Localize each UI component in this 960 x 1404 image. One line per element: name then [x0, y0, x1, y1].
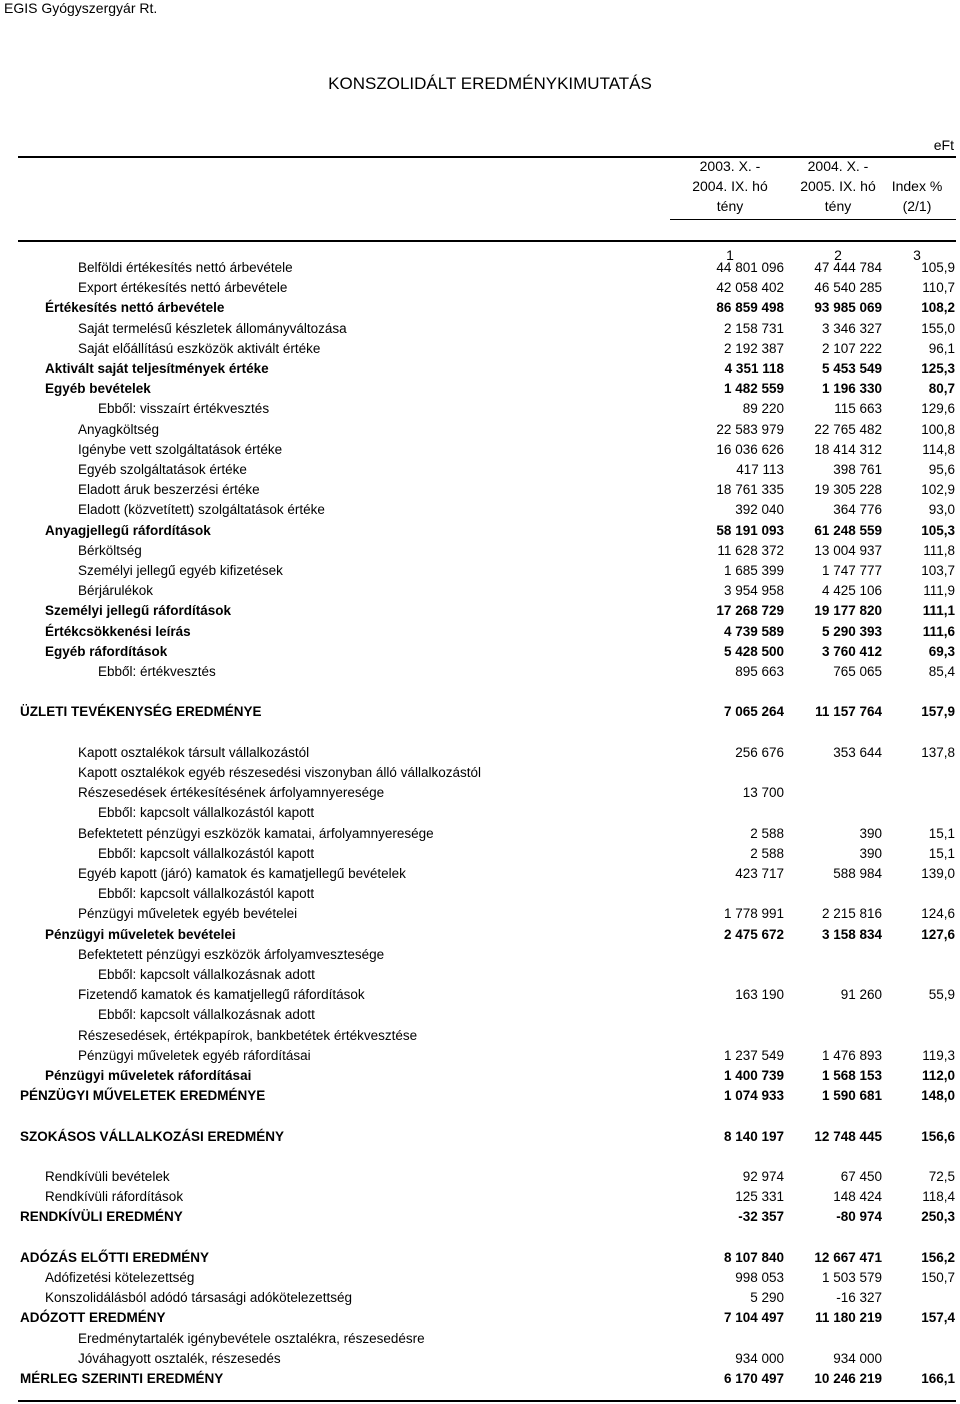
- row-label: Ebből: visszaírt értékvesztés: [98, 401, 270, 417]
- table-row: [0, 1349, 960, 1369]
- row-label: Saját termelésű készletek állományváltozása: [78, 320, 347, 336]
- row-value-3: 55,9: [928, 987, 955, 1003]
- table-row: [0, 399, 960, 419]
- row-value-1: 2 588: [750, 825, 784, 841]
- row-value-2: 3 158 834: [821, 926, 882, 942]
- table-row: [0, 319, 960, 339]
- row-value-2: 46 540 285: [814, 280, 882, 296]
- row-value-2: 1 747 777: [821, 563, 882, 578]
- row-label: Bérjárulékok: [78, 583, 154, 599]
- row-value-1: 163 190: [735, 987, 784, 1003]
- row-label: Bérköltség: [78, 542, 142, 558]
- column-1-period-end: 2004. IX. hó: [692, 178, 768, 194]
- column-header-3: [862, 156, 960, 216]
- row-label: Egyéb bevételek: [45, 381, 151, 397]
- table-row: [0, 1005, 960, 1025]
- table-row: [0, 420, 960, 440]
- row-label: Ebből: kapcsolt vállalkozástól kapott: [98, 805, 315, 821]
- row-label: Eredménytartalék igénybevétele osztalékra, részesedésre: [78, 1330, 425, 1346]
- table-row: [0, 1127, 960, 1147]
- row-value-2: 5 453 549: [821, 361, 882, 376]
- row-value-2: 18 414 312: [814, 441, 882, 457]
- table-row: [0, 763, 960, 783]
- row-value-3: 129,6: [921, 401, 955, 417]
- row-value-2: 364 776: [833, 502, 882, 518]
- table-row: [0, 1066, 960, 1086]
- row-value-1: 86 859 498: [716, 300, 784, 316]
- column-number-1: 1: [726, 247, 734, 263]
- row-value-1: 8 107 840: [723, 1249, 784, 1265]
- table-row: [0, 339, 960, 359]
- column-number-3: 3: [913, 247, 921, 263]
- column-2-type: tény: [824, 198, 852, 214]
- row-value-3: 80,7: [928, 381, 955, 397]
- row-value-3: 93,0: [928, 502, 955, 518]
- table-row: [0, 1046, 960, 1066]
- row-label: Igénybe vett szolgáltatások értéke: [78, 441, 283, 457]
- row-value-1: 8 140 197: [723, 1128, 784, 1144]
- row-value-1: 1 778 991: [723, 906, 784, 922]
- row-value-1: 1 237 549: [723, 1047, 784, 1063]
- table-row: [0, 561, 960, 581]
- row-value-3: 72,5: [928, 1169, 955, 1184]
- row-label: Saját előállítású eszközök aktivált értéke: [78, 340, 321, 356]
- row-value-2: 1 476 893: [821, 1047, 882, 1063]
- row-value-2: 3 760 412: [821, 643, 882, 659]
- table-row: [0, 864, 960, 884]
- row-value-2: 1 568 153: [821, 1068, 882, 1083]
- table-row: [0, 601, 960, 621]
- column-number-2: 2: [834, 247, 842, 263]
- row-value-2: 765 065: [833, 664, 882, 679]
- row-value-1: 895 663: [735, 664, 784, 679]
- row-value-1: 1 685 399: [723, 563, 784, 578]
- report-title: KONSZOLIDÁLT EREDMÉNYKIMUTATÁS: [328, 74, 652, 93]
- table-row: [0, 965, 960, 985]
- row-label: Részesedések, értékpapírok, bankbetétek értékvesztése: [78, 1027, 418, 1043]
- row-value-3: 119,3: [922, 1047, 955, 1063]
- row-value-1: 998 053: [735, 1270, 784, 1285]
- row-value-3: 114,8: [922, 441, 955, 457]
- row-label: ÜZLETI TEVÉKENYSÉG EREDMÉNYE: [20, 704, 262, 720]
- row-label: Jóváhagyott osztalék, részesedés: [78, 1350, 281, 1366]
- row-label: Egyéb ráfordítások: [45, 643, 168, 659]
- table-row: [0, 541, 960, 561]
- row-value-3: 157,9: [921, 704, 955, 720]
- row-value-1: 7 104 497: [723, 1310, 784, 1326]
- row-value-3: 166,1: [921, 1371, 955, 1386]
- row-value-3: 96,1: [928, 340, 955, 356]
- row-label: Kapott osztalékok társult vállalkozástól: [78, 744, 310, 760]
- row-label: Konszolidálásból adódó társasági adókötelezettség: [45, 1290, 352, 1306]
- row-label: Rendkívüli ráfordítások: [45, 1189, 184, 1205]
- column-1-period-start: 2003. X. -: [699, 158, 761, 174]
- row-value-3: 15,1: [928, 825, 955, 841]
- row-value-2: 22 765 482: [814, 421, 882, 437]
- row-label: Befektetett pénzügyi eszközök kamatai, árfolyamnyeresége: [78, 825, 434, 841]
- row-label: Anyagjellegű ráfordítások: [45, 522, 211, 538]
- row-value-3: 150,7: [921, 1270, 955, 1285]
- row-label: Aktivált saját teljesítmények értéke: [45, 361, 269, 376]
- row-label: Ebből: kapcsolt vállalkozásnak adott: [98, 967, 315, 982]
- table-row: [0, 702, 960, 722]
- row-value-1: 2 192 387: [723, 340, 784, 356]
- table-row: [0, 1167, 960, 1187]
- table-row: [0, 581, 960, 601]
- row-value-3: 139,0: [921, 866, 955, 881]
- table-row: [0, 925, 960, 945]
- row-value-3: 102,9: [921, 482, 955, 498]
- table-row: [0, 1288, 960, 1308]
- row-label: Adófizetési kötelezettség: [45, 1270, 195, 1285]
- table-row: [0, 662, 960, 682]
- row-value-1: 1 074 933: [723, 1088, 784, 1104]
- row-label: SZOKÁSOS VÁLLALKOZÁSI EREDMÉNY: [20, 1128, 285, 1144]
- row-value-1: -32 357: [738, 1209, 784, 1225]
- row-value-1: 42 058 402: [716, 280, 784, 296]
- row-value-3: 118,4: [922, 1189, 955, 1205]
- row-label: Értékcsökkenési leírás: [45, 623, 191, 639]
- row-value-3: 111,1: [922, 603, 955, 619]
- row-value-2: 353 644: [833, 744, 882, 760]
- table-row: [0, 985, 960, 1005]
- row-label: Belföldi értékesítés nettó árbevétele: [78, 260, 293, 275]
- row-label: Egyéb szolgáltatások értéke: [78, 462, 247, 477]
- table-row: [0, 1086, 960, 1106]
- row-value-2: 2 215 816: [821, 906, 882, 922]
- row-value-2: 5 290 393: [821, 623, 882, 639]
- row-value-1: 2 588: [750, 845, 784, 861]
- row-value-1: 256 676: [735, 744, 784, 760]
- table-row: [0, 1329, 960, 1349]
- company-name: EGIS Gyógyszergyár Rt.: [4, 0, 158, 16]
- table-row: [0, 440, 960, 460]
- row-value-3: 111,8: [923, 542, 955, 558]
- row-label: Fizetendő kamatok és kamatjellegű ráfordítások: [78, 987, 365, 1003]
- row-value-1: 6 170 497: [723, 1371, 784, 1386]
- row-label: Kapott osztalékok egyéb részesedési viszonyban álló vállalkozástól: [78, 765, 481, 780]
- row-value-1: 7 065 264: [723, 704, 784, 720]
- row-value-2: 1 590 681: [821, 1088, 882, 1104]
- row-value-3: 105,3: [921, 522, 955, 538]
- table-row: [0, 480, 960, 500]
- row-value-3: 105,9: [921, 260, 955, 275]
- row-label: Értékesítés nettó árbevétele: [45, 300, 225, 316]
- row-label: Ebből: értékvesztés: [98, 664, 216, 679]
- row-label: Pénzügyi műveletek ráfordításai: [45, 1068, 252, 1083]
- table-row: [0, 521, 960, 541]
- row-value-2: 93 985 069: [814, 300, 882, 316]
- row-value-3: 157,4: [921, 1310, 955, 1326]
- row-label: MÉRLEG SZERINTI EREDMÉNY: [20, 1371, 224, 1386]
- column-1-type: tény: [716, 198, 744, 214]
- row-value-3: 15,1: [928, 845, 955, 861]
- table-row: [0, 783, 960, 803]
- row-value-1: 5 290: [750, 1290, 784, 1306]
- table-row: [0, 298, 960, 318]
- row-value-2: 2 107 222: [821, 340, 882, 356]
- row-value-2: 390: [859, 845, 882, 861]
- row-value-3: 148,0: [921, 1088, 955, 1104]
- row-value-2: 61 248 559: [814, 522, 882, 538]
- row-value-2: 148 424: [833, 1189, 882, 1205]
- row-value-2: 47 444 784: [814, 260, 882, 275]
- row-value-2: 3 346 327: [821, 320, 882, 336]
- row-label: Ebből: kapcsolt vállalkozástól kapott: [98, 845, 315, 861]
- row-value-2: 12 748 445: [814, 1128, 882, 1144]
- row-value-3: 108,2: [921, 300, 955, 316]
- row-label: Eladott (közvetített) szolgáltatások értéke: [78, 502, 325, 518]
- row-value-2: 588 984: [833, 866, 882, 881]
- row-value-3: 111,6: [922, 623, 955, 639]
- row-value-1: 13 700: [742, 785, 784, 801]
- row-label: PÉNZÜGYI MŰVELETEK EREDMÉNYE: [20, 1088, 266, 1104]
- table-row: [0, 824, 960, 844]
- row-label: Eladott áruk beszerzési értéke: [78, 482, 260, 498]
- row-value-1: 2 475 672: [723, 926, 784, 942]
- table-row: [0, 803, 960, 823]
- row-value-3: 69,3: [928, 643, 955, 659]
- row-value-3: 155,0: [921, 320, 955, 336]
- row-value-2: 1 503 579: [821, 1270, 882, 1285]
- row-value-2: 398 761: [833, 462, 882, 477]
- column-3-formula: (2/1): [902, 198, 932, 214]
- table-row: [0, 945, 960, 965]
- row-value-1: 17 268 729: [716, 603, 784, 619]
- row-label: RENDKÍVÜLI EREDMÉNY: [20, 1209, 183, 1225]
- table-row: [0, 278, 960, 298]
- row-value-3: 100,8: [921, 421, 955, 437]
- row-value-2: 12 667 471: [814, 1249, 882, 1265]
- row-label: Személyi jellegű egyéb kifizetések: [78, 563, 283, 578]
- row-value-2: 67 450: [840, 1169, 882, 1184]
- column-3-blank: [862, 156, 960, 176]
- row-value-3: 95,6: [928, 462, 955, 477]
- table-row: [0, 500, 960, 520]
- row-label: Anyagköltség: [78, 421, 160, 437]
- unit-label: eFt: [933, 137, 954, 153]
- row-value-2: 115 663: [834, 401, 882, 417]
- row-value-2: 13 004 937: [814, 542, 882, 558]
- row-value-3: 156,6: [921, 1128, 955, 1144]
- table-row: [0, 1248, 960, 1268]
- row-value-3: 124,6: [921, 906, 955, 922]
- column-3-title: Index %: [891, 178, 943, 194]
- row-value-1: 5 428 500: [723, 643, 784, 659]
- row-value-2: 1 196 330: [821, 381, 882, 397]
- row-label: Ebből: kapcsolt vállalkozástól kapott: [98, 886, 315, 902]
- row-value-1: 18 761 335: [716, 482, 784, 498]
- table-row: [0, 1308, 960, 1328]
- row-value-1: 89 220: [742, 401, 784, 417]
- footer-rule: [18, 1400, 956, 1402]
- row-value-1: 11 628 372: [717, 542, 784, 558]
- row-value-1: 3 954 958: [723, 583, 784, 599]
- row-value-1: 44 801 096: [716, 260, 784, 275]
- row-label: Rendkívüli bevételek: [45, 1169, 170, 1184]
- row-value-2: 19 177 820: [814, 603, 882, 619]
- row-label: Export értékesítés nettó árbevétele: [78, 280, 288, 296]
- row-value-1: 4 739 589: [723, 623, 784, 639]
- table-row: [0, 1026, 960, 1046]
- row-value-3: 137,8: [921, 744, 955, 760]
- table-row: [0, 622, 960, 642]
- table-row: [0, 1207, 960, 1227]
- row-value-3: 110,7: [922, 280, 955, 296]
- row-label: Pénzügyi műveletek bevételei: [45, 926, 236, 942]
- row-value-2: -16 327: [836, 1290, 882, 1306]
- row-label: Pénzügyi műveletek egyéb bevételei: [78, 906, 298, 922]
- table-row: [0, 359, 960, 379]
- table-row: [0, 884, 960, 904]
- row-label: Részesedések értékesítésének árfolyamnyeresége: [78, 785, 385, 801]
- row-value-2: 934 000: [833, 1350, 882, 1366]
- column-header-1: [670, 156, 790, 216]
- row-value-3: 127,6: [921, 926, 955, 942]
- row-value-2: 19 305 228: [814, 482, 882, 498]
- table-row: [0, 1369, 960, 1389]
- row-value-2: 4 425 106: [821, 583, 882, 599]
- row-value-1: 417 113: [736, 462, 784, 477]
- row-value-1: 58 191 093: [716, 522, 784, 538]
- row-value-2: 11 157 764: [815, 704, 882, 720]
- row-value-3: 156,2: [921, 1249, 955, 1265]
- row-label: Befektetett pénzügyi eszközök árfolyamveszteségе: [78, 946, 385, 962]
- table-row: [0, 379, 960, 399]
- table-row: [0, 258, 960, 278]
- row-value-3: 125,3: [921, 361, 955, 376]
- row-value-3: 111,9: [923, 583, 955, 599]
- column-2-period-end: 2005. IX. hó: [800, 178, 876, 194]
- table-row: [0, 743, 960, 763]
- header-mid-rule: [670, 219, 956, 220]
- row-value-3: 103,7: [921, 563, 955, 578]
- row-value-2: 390: [859, 825, 882, 841]
- row-value-1: 1 400 739: [723, 1068, 784, 1083]
- row-value-1: 16 036 626: [716, 441, 784, 457]
- table-row: [0, 642, 960, 662]
- row-value-2: -80 974: [836, 1209, 882, 1225]
- row-label: Ebből: kapcsolt vállalkozásnak adott: [98, 1007, 315, 1023]
- table-row: [0, 1268, 960, 1288]
- row-value-3: 112,0: [921, 1068, 955, 1083]
- header-bottom-rule: [18, 240, 956, 242]
- row-value-2: 10 246 219: [814, 1371, 882, 1386]
- row-value-1: 934 000: [735, 1350, 784, 1366]
- table-row: [0, 844, 960, 864]
- row-label: ADÓZOTT EREDMÉNY: [20, 1310, 166, 1326]
- row-value-1: 423 717: [735, 866, 784, 881]
- row-value-1: 22 583 979: [716, 421, 784, 437]
- row-value-1: 125 331: [735, 1189, 784, 1205]
- table-row: [0, 1187, 960, 1207]
- row-label: Egyéb kapott (járó) kamatok és kamatjellegű bevételek: [78, 866, 406, 881]
- row-value-2: 91 260: [840, 987, 882, 1003]
- row-value-2: 11 180 219: [815, 1310, 882, 1326]
- row-value-1: 92 974: [742, 1169, 784, 1184]
- row-value-3: 250,3: [921, 1209, 955, 1225]
- row-label: ADÓZÁS ELŐTTI EREDMÉNY: [20, 1249, 210, 1265]
- table-row: [0, 904, 960, 924]
- row-value-1: 1 482 559: [723, 381, 784, 397]
- row-value-1: 392 040: [735, 502, 784, 518]
- row-label: Pénzügyi műveletek egyéb ráfordításai: [78, 1047, 311, 1063]
- column-2-period-start: 2004. X. -: [807, 158, 869, 174]
- row-label: Személyi jellegű ráfordítások: [45, 603, 232, 619]
- row-value-1: 4 351 118: [724, 361, 784, 376]
- row-value-3: 85,4: [928, 664, 955, 679]
- table-row: [0, 460, 960, 480]
- row-value-1: 2 158 731: [723, 320, 784, 336]
